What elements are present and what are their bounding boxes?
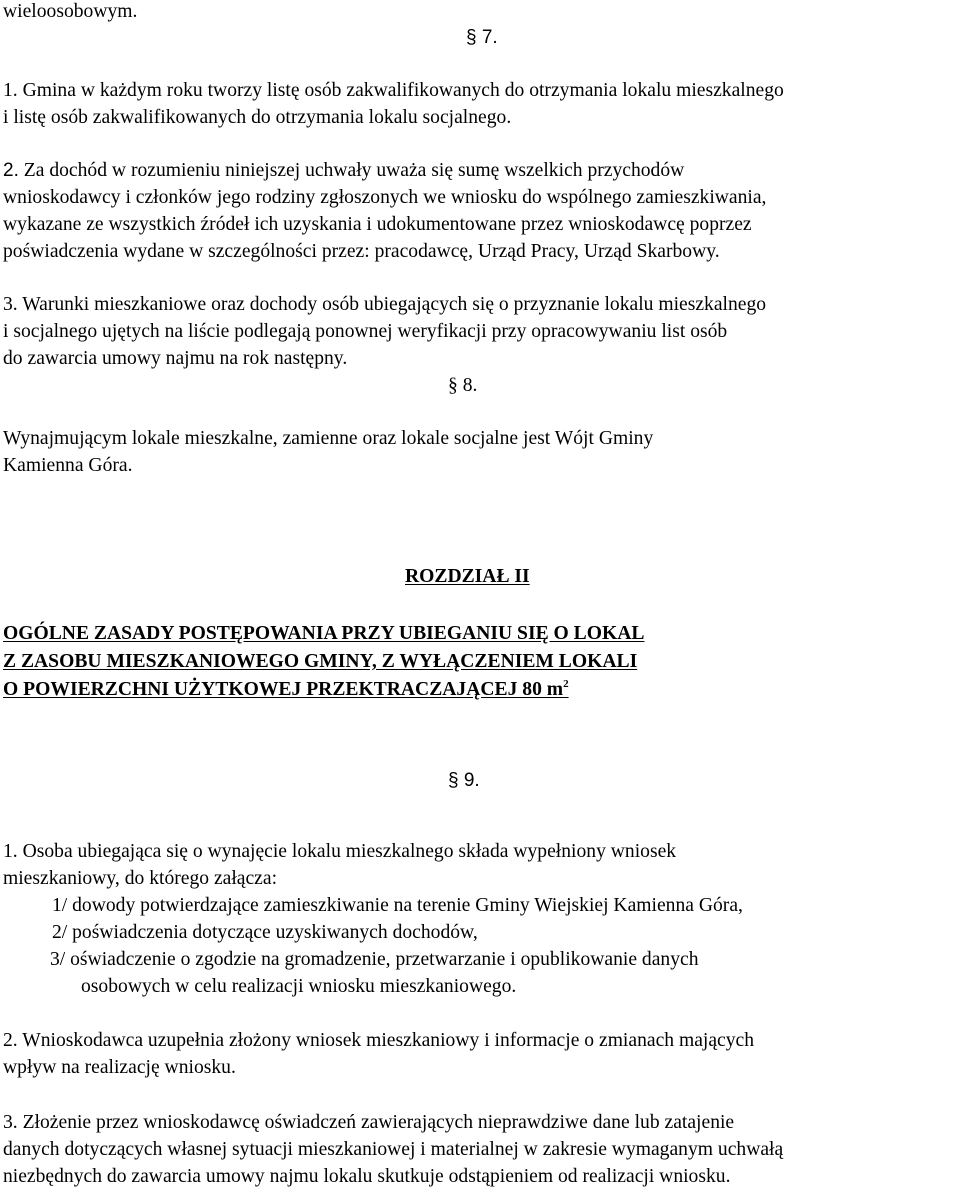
list-item-1: 1/ dowody potwierdzające zamieszkiwanie na terenie Gminy Wiejskiej Kamienna Góra,: [52, 895, 743, 916]
list-item-3-line-2: osobowych w celu realizacji wniosku mieszkaniowego.: [81, 976, 517, 997]
paragraph-7-3-line-1: 3. Warunki mieszkaniowe oraz dochody osób ubiegających się o przyznanie lokalu mieszkalnego: [3, 294, 767, 315]
section-marker-7: § 7.: [466, 27, 498, 48]
superscript: 2: [563, 678, 569, 690]
chapter-title-line-2: Z ZASOBU MIESZKANIOWEGO GMINY, Z WYŁĄCZENIEM LOKALI: [3, 651, 638, 672]
paragraph-7-1-line-1: 1. Gmina w każdym roku tworzy listę osób zakwalifikowanych do otrzymania lokalu mieszkalnego: [3, 80, 784, 101]
section-marker-9: § 9.: [448, 770, 480, 791]
paragraph-7-2-line-4: poświadczenia wydane w szczególności przez: pracodawcę, Urząd Pracy, Urząd Skarbowy.: [3, 241, 720, 262]
paragraph-9-3-line-3: niezbędnych do zawarcia umowy najmu lokalu skutkuje odstąpieniem od realizacji wniosku.: [3, 1166, 731, 1187]
paragraph-7-2-line-1: [3, 159, 684, 183]
section-marker-8: § 8.: [448, 375, 478, 396]
paragraph-7-2-line-2: wnioskodawcy i członków jego rodziny zgłoszonych we wniosku do wspólnego zamieszkiwania,: [3, 187, 767, 208]
paragraph-8-line-1: Wynajmującym lokale mieszkalne, zamienne oraz lokale socjalne jest Wójt Gminy: [3, 428, 654, 449]
paragraph-9-1-line-1: 1. Osoba ubiegająca się o wynajęcie lokalu mieszkalnego składa wypełniony wniosek: [3, 841, 677, 862]
text-line: wieloosobowym.: [3, 1, 138, 22]
paragraph-9-3-line-1: 3. Złożenie przez wnioskodawcę oświadczeń zawierających nieprawdziwe dane lub zatajenie: [3, 1112, 735, 1133]
paragraph-9-2-line-1: 2. Wnioskodawca uzupełnia złożony wniosek mieszkaniowy i informacje o zmianach mających: [3, 1030, 755, 1051]
paragraph-text: Za dochód w rozumieniu niniejszej uchwały uważa się sumę wszelkich przychodów: [18, 160, 685, 181]
chapter-title-line-1: OGÓLNE ZASADY POSTĘPOWANIA PRZY UBIEGANIU SIĘ O LOKAL: [3, 623, 645, 644]
paragraph-9-3-line-2: danych dotyczących własnej sytuacji mieszkaniowej i materialnej w zakresie wymaganym uchwałą: [3, 1139, 784, 1160]
chapter-heading: ROZDZIAŁ II: [405, 566, 530, 587]
list-item-3-line-1: 3/ oświadczenie o zgodzie na gromadzenie, przetwarzanie i opublikowanie danych: [50, 949, 699, 970]
chapter-title-text: O POWIERZCHNI UŻYTKOWEJ PRZEKTRACZAJĄCEJ 80 m: [3, 679, 564, 700]
paragraph-9-2-line-2: wpływ na realizację wniosku.: [3, 1057, 236, 1078]
paragraph-7-3-line-3: do zawarcia umowy najmu na rok następny.: [3, 348, 348, 369]
paragraph-9-1-line-2: mieszkaniowy, do którego załącza:: [3, 868, 278, 889]
paragraph-number: 2.: [3, 160, 19, 181]
chapter-title-line-3: [3, 678, 569, 702]
list-item-2: 2/ poświadczenia dotyczące uzyskiwanych dochodów,: [52, 922, 478, 943]
paragraph-7-3-line-2: i socjalnego ujętych na liście podlegają ponownej weryfikacji przy opracowywaniu list osób: [3, 321, 728, 342]
paragraph-7-2-line-3: wykazane ze wszystkich źródeł ich uzyskania i udokumentowane przez wnioskodawcę poprzez: [3, 214, 752, 235]
paragraph-7-1-line-2: i listę osób zakwalifikowanych do otrzymania lokalu socjalnego.: [3, 107, 512, 128]
paragraph-8-line-2: Kamienna Góra.: [3, 455, 133, 476]
